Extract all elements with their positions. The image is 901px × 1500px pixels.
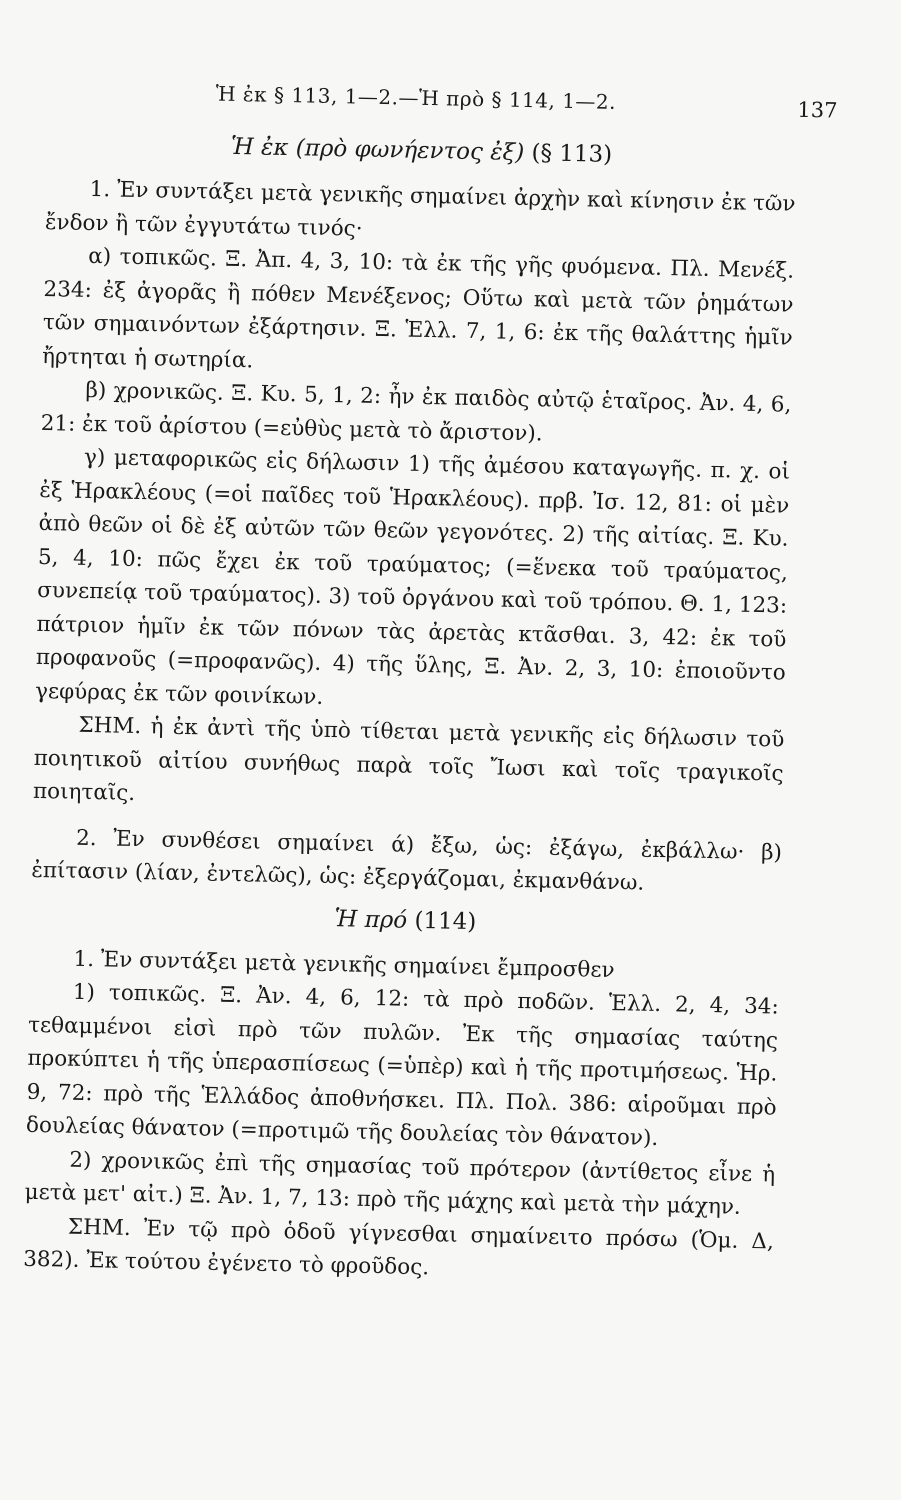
page-header [47,78,838,134]
section-title-pro-ref: (114) [414,907,477,935]
section-title-ek [46,130,796,172]
paragraph-ek-note: ΣΗΜ. ἡ ἐκ ἀντὶ τῆς ὑπὸ τίθεται μετὰ γενικῆς εἰς δήλωσιν τοῦ ποιητικοῦ αἰτίου συνήθως παρὰ τοῖς Ἴωσι καὶ τοῖς τραγικοῖς ποιηταῖς. [32,712,785,806]
paragraph-ek-1: 1. Ἐν συντάξει μετὰ γενικῆς σημαίνει ἀρχὴν καὶ κίνησιν ἐκ τῶν ἔνδον ἢ τῶν ἐγγυτάτω τινός· [44,176,796,242]
paragraph-pro-1-2: 2) χρονικῶς ἐπὶ τῆς σημασίας τοῦ πρότερον (ἀντίθετος εἶνε ἡ μετὰ μετ' αἰτ.) Ξ. Ἀν. 1, 7, 13: πρὸ τῆς μάχης καὶ μετὰ τὴν μάχην. [24,1147,776,1220]
running-head: Ἡ ἐκ § 113, 1—2.—Ἡ πρὸ § 114, 1—2. [215,81,617,114]
book-page [22,78,838,1292]
paragraph-pro-1-1: 1) τοπικῶς. Ξ. Ἀν. 4, 6, 12: τὰ πρὸ ποδῶν. Ἑλλ. 2, 4, 34: τεθαμμένοι εἰσὶ πρὸ τῶν πυλῶν. Ἐκ τῆς σημασίας ταύτης προκύπτει ἡ τῆς ὑπερασπίσεως (=ὑπὲρ) καὶ ἡ τῆς προτιμήσεως. Ἡρ. 9, 72: πρὸ τῆς Ἑλλάδος ἀποθνήσκει. Πλ. Πολ. 386: αἱροῦμαι πρὸ δουλείας θάνατον (=προτιμῶ τῆς δουλείας τὸν θάνατον). [25,979,779,1152]
paragraph-ek-a: α) τοπικῶς. Ξ. Ἀπ. 4, 3, 10: τὰ ἐκ τῆς γῆς φυόμενα. Πλ. Μενέξ. 234: ἐξ ἀγορᾶς ἢ πόθεν Μενέξενος; Οὕτω καὶ μετὰ τῶν ῥημάτων τῶν σημαινόντων ἐξάρτησιν. Ξ. Ἑλλ. 7, 1, 6: ἐκ τῆς θαλάττης ἡμῖν ἤρτηται ἡ σωτηρία. [41,243,795,373]
paragraph-pro-1: 1. Ἐν συντάξει μετὰ γενικῆς σημαίνει ἔμπροσθεν [73,946,615,983]
paragraph-ek-c: γ) μεταφορικῶς εἰς δήλωσιν 1) τῆς ἀμέσου καταγωγῆς. π. χ. οἱ ἐξ Ἡρακλέους (=οἱ παῖδες τοῦ Ἡρακλέους). πρβ. Ἰσ. 12, 81: οἱ μὲν ἀπὸ θεῶν οἱ δὲ ἐξ αὐτῶν τῶν θεῶν γεγονότες. 2) τῆς αἰτίας. Ξ. Κυ. 5, 4, 10: πῶς ἔχει ἐκ τοῦ τραύματος; (=ἕνεκα τοῦ τραύματος, συνεπείᾳ τοῦ τραύματος). 3) τοῦ ὀργάνου καὶ τοῦ τρόπου. Θ. 1, 123: πάτριον ἡμῖν ἐκ τῶν πόνων τὰς ἀρετὰς κτᾶσθαι. 3, 42: ἐκ τοῦ προφανοῦς (=προφανῶς). 4) τῆς ὕλης, Ξ. Ἀν. 2, 3, 10: ἐποιοῦντο γεφύρας ἐκ τῶν φοινίκων. [34,444,791,710]
page-number: 137 [797,97,838,123]
paragraph-ek-b: β) χρονικῶς. Ξ. Κυ. 5, 1, 2: ἦν ἐκ παιδὸς αὐτῷ ἑταῖρος. Ἀν. 4, 6, 21: ἐκ τοῦ ἀρίστου (=εὐθὺς μετὰ τὸ ἄριστον). [40,377,792,446]
section-title-ek-ref: (§ 113) [531,140,613,168]
section-title-ek-main: Ἡ ἐκ (πρὸ φωνήεντος ἐξ) [230,133,525,166]
section-title-pro [30,899,780,941]
section-title-pro-main: Ἡ πρό [334,905,408,934]
paragraph-pro-note: ΣΗΜ. Ἐν τῷ πρὸ ὁδοῦ γίγνεσθαι σημαίνειτο πρόσω (Ὁμ. Δ, 382). Ἐκ τούτου ἐγένετο τὸ φροῦδος. [22,1214,775,1281]
paragraph-ek-2: 2. Ἐν συνθέσει σημαίνει ά) ἔξω, ὡς: ἐξάγω, ἐκβάλλω· β) ἐπίτασιν (λίαν, ἐντελῶς), ὡς: ἐξεργάζομαι, ἐκμανθάνω. [31,825,783,896]
